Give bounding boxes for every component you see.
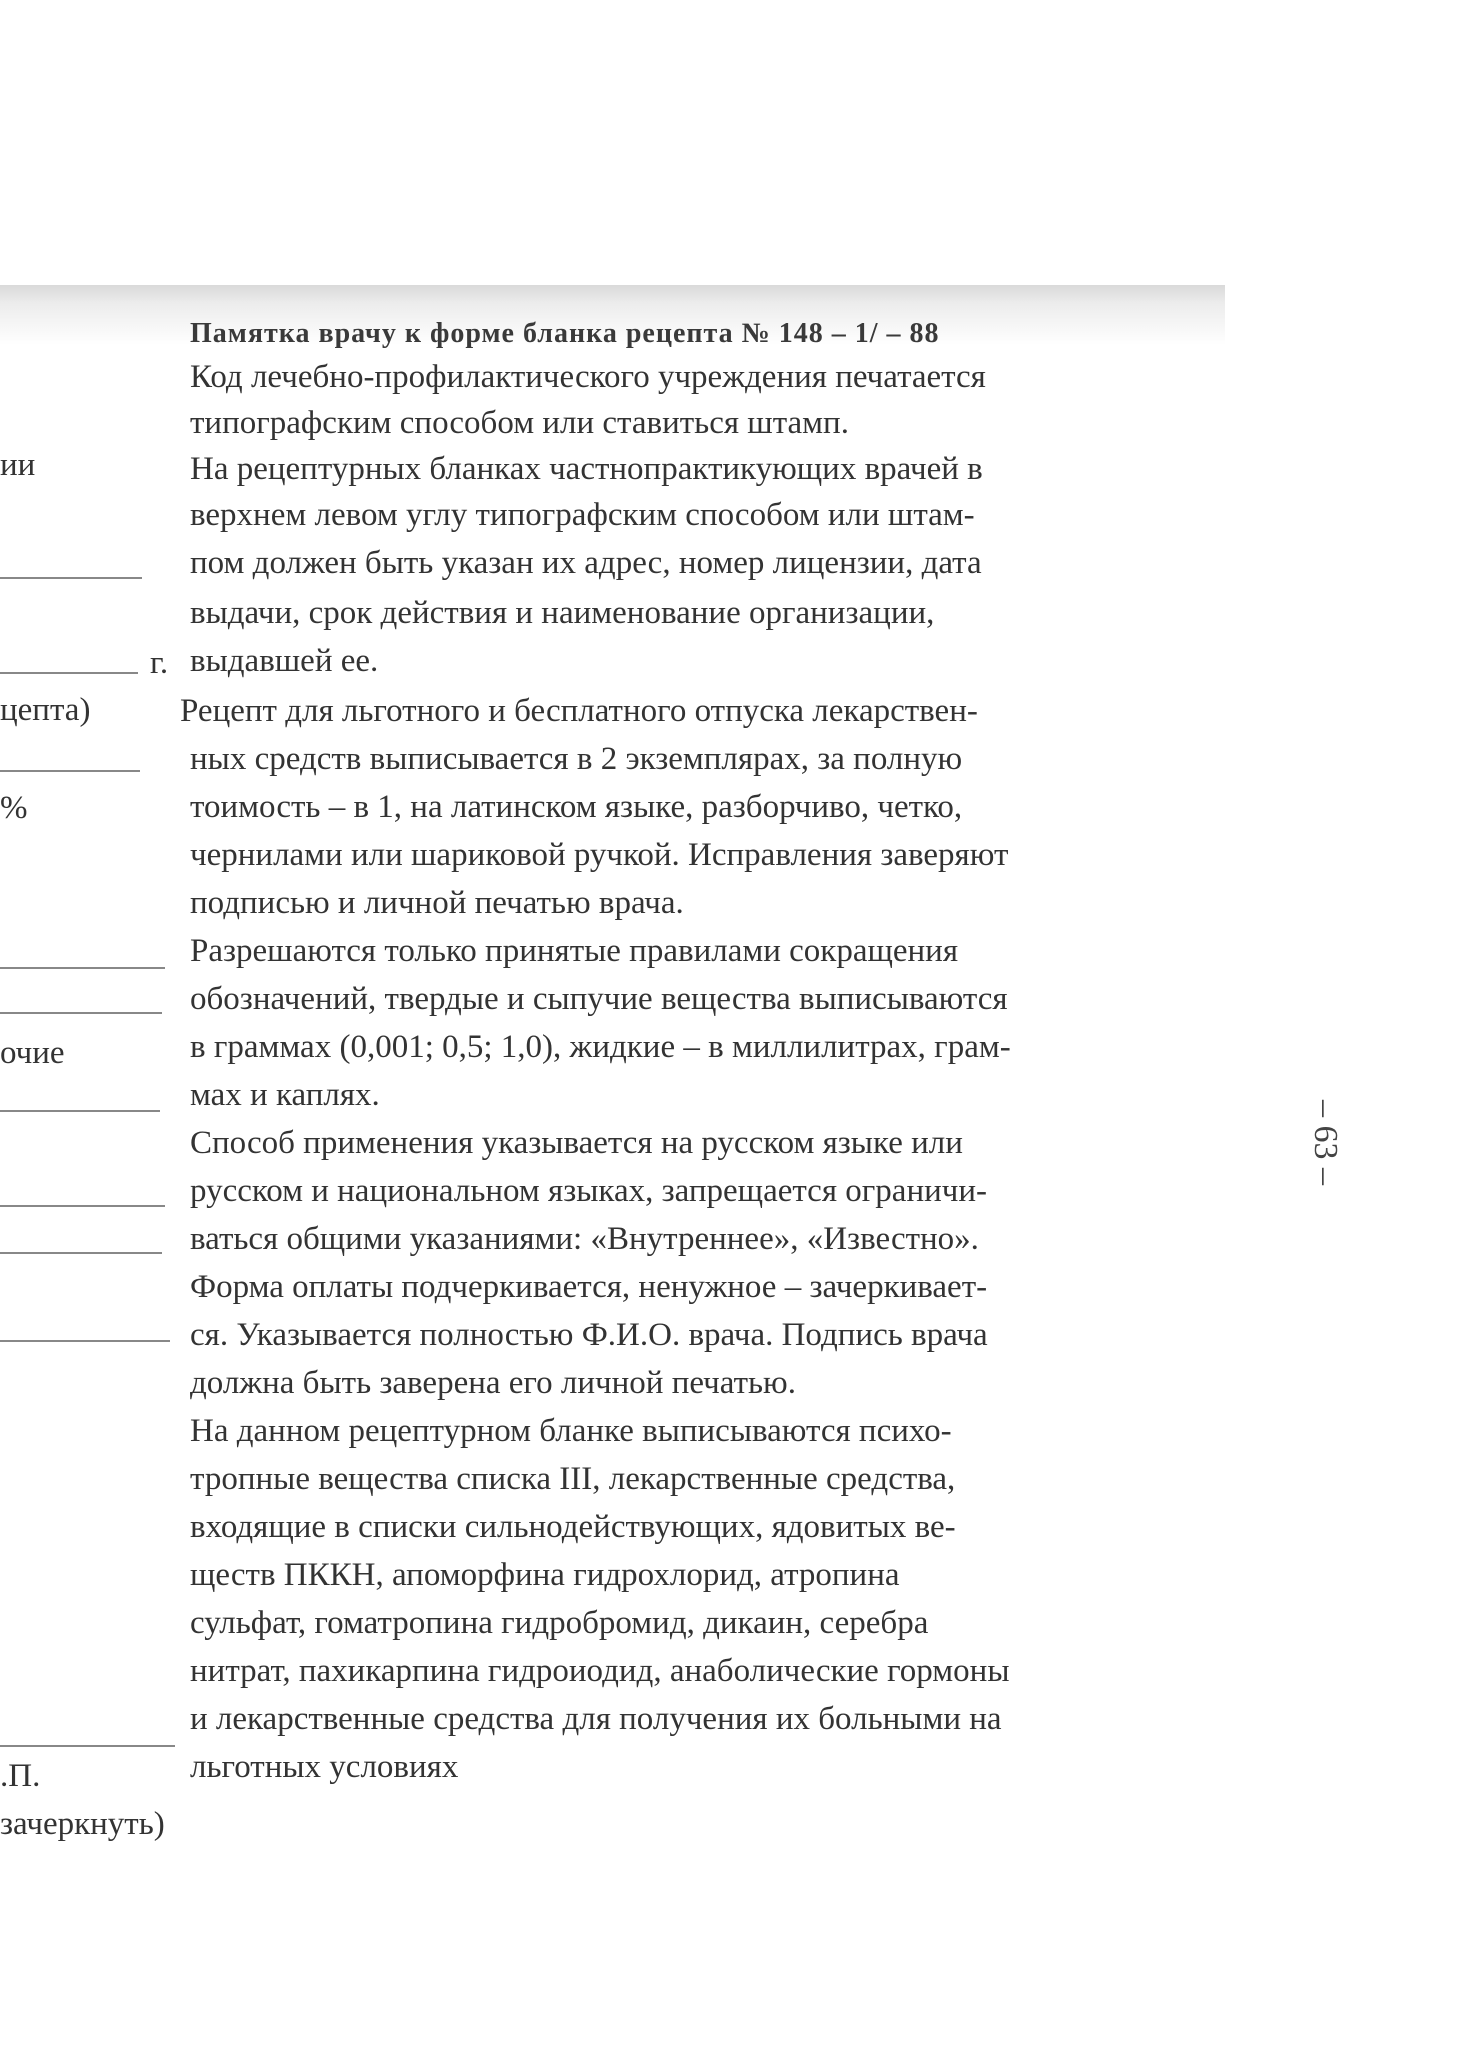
left-page-fragment: ии [0, 447, 36, 483]
memo-line: и лекарственные средства для получения их больными на [190, 1701, 1002, 1737]
memo-line: выдавшей ее. [190, 643, 379, 679]
memo-line: сульфат, гоматропина гидробромид, дикаин, серебра [190, 1605, 929, 1641]
memo-line: Способ применения указывается на русском языке или [190, 1125, 963, 1161]
form-rule-line [0, 577, 142, 579]
memo-line: нитрат, пахикарпина гидроиодид, анаболические гормоны [190, 1653, 1010, 1689]
memo-line: Разрешаются только принятые правилами сокращения [190, 933, 959, 969]
form-rule-line [0, 1340, 170, 1342]
memo-line: Рецепт для льготного и бесплатного отпуска лекарствен- [180, 693, 978, 729]
memo-line: тропные вещества списка III, лекарственные средства, [190, 1461, 956, 1497]
memo-line: На рецептурных бланках частнопрактикующих врачей в [190, 451, 983, 487]
page-number: – 63 – [1307, 1100, 1344, 1185]
memo-line: в граммах (0,001; 0,5; 1,0), жидкие – в миллилитрах, грам- [190, 1029, 1011, 1065]
form-rule-line [0, 967, 165, 969]
form-rule-line [0, 1110, 160, 1112]
memo-line: мах и каплях. [190, 1077, 380, 1113]
memo-line: обозначений, твердые и сыпучие вещества выписываются [190, 981, 1008, 1017]
memo-line: должна быть заверена его личной печатью. [190, 1365, 796, 1401]
memo-line: На данном рецептурном бланке выписываются психо- [190, 1413, 952, 1449]
memo-line: ваться общими указаниями: «Внутреннее», «Известно». [190, 1221, 979, 1257]
memo-line: чернилами или шариковой ручкой. Исправления заверяют [190, 837, 1009, 873]
left-page-fragment: г. [150, 645, 169, 681]
form-rule-line [0, 1012, 162, 1014]
form-rule-line [0, 770, 140, 772]
left-page-fragment: % [0, 790, 28, 826]
memo-line: типографским способом или ставиться штамп. [190, 405, 849, 441]
left-page-fragment: цепта) [0, 692, 91, 728]
left-page-fragment: зачеркнуть) [0, 1806, 165, 1842]
form-rule-line [0, 1205, 165, 1207]
memo-line: ных средств выписывается в 2 экземплярах, за полную [190, 741, 963, 777]
memo-line: ществ ПККН, апоморфина гидрохлорид, атропина [190, 1557, 900, 1593]
form-rule-line [0, 672, 138, 674]
memo-line: верхнем левом углу типографским способом или штам- [190, 497, 975, 533]
memo-line: Форма оплаты подчеркивается, ненужное – зачеркивает- [190, 1269, 988, 1305]
memo-line: пом должен быть указан их адрес, номер лицензии, дата [190, 545, 982, 581]
memo-line: Код лечебно-профилактического учреждения печатается [190, 359, 986, 395]
memo-line: льготных условиях [190, 1749, 459, 1785]
memo-line: русском и национальном языках, запрещается ограничи- [190, 1173, 988, 1209]
memo-title: Памятка врачу к форме бланка рецепта № 148 – 1/ – 88 [190, 318, 940, 349]
memo-line: входящие в списки сильнодействующих, ядовитых ве- [190, 1509, 956, 1545]
memo-line: выдачи, срок действия и наименование организации, [190, 595, 935, 631]
left-page-fragment: .П. [0, 1758, 41, 1794]
form-rule-line [0, 1252, 162, 1254]
form-rule-line [0, 1745, 175, 1747]
left-page-fragment: очие [0, 1035, 65, 1071]
memo-line: подписью и личной печатью врача. [190, 885, 684, 921]
memo-line: ся. Указывается полностью Ф.И.О. врача. Подпись врача [190, 1317, 988, 1353]
memo-line: тоимость – в 1, на латинском языке, разборчиво, четко, [190, 789, 963, 825]
